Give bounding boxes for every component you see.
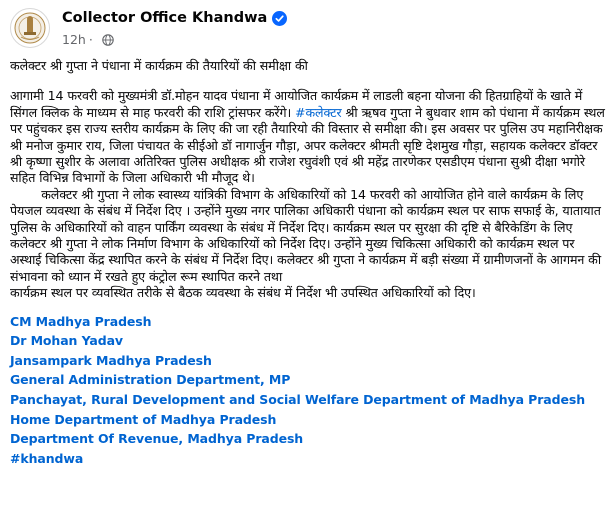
page-name-row xyxy=(62,10,287,26)
tag-link-cm-madhya-pradesh[interactable]: CM Madhya Pradesh xyxy=(10,313,152,329)
page-avatar[interactable] xyxy=(10,8,50,48)
tag-list xyxy=(10,312,606,469)
post-meta xyxy=(62,32,114,47)
tag-link-panchayat-department[interactable]: Panchayat, Rural Development and Social Welfare Department of Madhya Pradesh xyxy=(10,392,585,408)
government-emblem-icon xyxy=(11,9,49,47)
tag-link-home-department[interactable]: Home Department of Madhya Pradesh xyxy=(10,411,277,427)
hashtag-khandwa[interactable]: #khandwa xyxy=(10,450,84,466)
tag-link-revenue-department[interactable]: Department Of Revenue, Madhya Pradesh xyxy=(10,431,304,447)
post-timestamp[interactable]: 12h xyxy=(62,32,86,47)
post-paragraph-2: कलेक्टर श्री गुप्ता ने लोक स्वास्थ्य यांत्रिकी विभाग के अधिकारियों को 14 फरवरी को आयोजित होने वाले कार्यक्रम के लिए पेयजल व्यवस्था के संबंध में निर्देश दिए । उन्होंने मुख्य नगर पालिका अधिकारी पंधाना को कार्यक्रम स्थल पर साफ सफाई के, यातायात पुलिस के अधिकारियों को वाहन पार्किंग व्यवस्था के संबंध में निर्देश दिए। कार्यक्रम स्थल पर सुरक्षा की दृष्टि से बैरिकेडिंग के लिए कलेक्टर श्री गुप्ता ने लोक निर्माण विभाग के अधिकारियों को निर्देश दिए। उन्होंने मुख्य चिकित्सा अधिकारी को कार्यक्रम स्थल पर अस्थाई चिकित्सा केंद्र स्थापित करने के संबंध में निर्देश दिए। कलेक्टर श्री गुप्ता ने कार्यक्रम में बड़ी संख्या में ग्रामीणजनों के आगमन की संभावना को ध्यान में रखते हुए कंट्रोल रूम स्थापित करने तथा xyxy=(10,186,605,284)
globe-icon xyxy=(102,34,114,46)
paragraph-1-start: आगामी 14 फरवरी को मुख्यमंत्री डॉ.मोहन यादव पंधाना में आयोजित कार्यक्रम में लाडली बहना योजना की हितग्राहियों के खाते में सिंगल क्लिक के माध्यम से माह फरवरी की राशि ट्रांसफर करेंगे। xyxy=(10,88,583,120)
tag-link-jansampark[interactable]: Jansampark Madhya Pradesh xyxy=(10,352,212,368)
meta-separator: · xyxy=(88,32,93,47)
hashtag-collector[interactable]: #कलेक्टर xyxy=(295,104,342,120)
verified-badge-icon xyxy=(272,11,287,26)
post-title: कलेक्टर श्री गुप्ता ने पंधाना में कार्यक्रम की तैयारियों की समीक्षा की xyxy=(10,58,308,73)
paragraph-1-end: श्री ऋषव गुप्ता ने बुधवार शाम को पंधाना में कार्यक्रम स्थल पर पहुंचकर इस राज्य स्तरीय कार्यक्रम के लिए की जा रही तैयारियो की विस्तार से समीक्षा की। इस अवसर पर पुलिस उप महानिरीक्षक श्री मनोज कुमार राय, जिला पंचायत के सीईओ डॉ नागार्जुन गौड़ा, अपर कलेक्टर श्रीमती सृष्टि देशमुख गौड़ा, सहायक कलेक्टर डॉक्टर श्री कृष्णा सुशीर के अलावा अतिरिक्त पुलिस अधीक्षक श्री राजेश रघुवंशी एवं श्री महेंद्र तारणेकर एसडीएम पंधाना सुश्री दीक्षा भगोरे सहित विभिन्न विभागों के जिला अधिकारी भी मौजूद थे। xyxy=(10,104,605,186)
tag-link-dr-mohan-yadav[interactable]: Dr Mohan Yadav xyxy=(10,333,123,349)
post-paragraph-3: कार्यक्रम स्थल पर व्यवस्थित तरीके से बैठक व्यवस्था के संबंध में निर्देश भी उपस्थित अधिकारियों को दिए। xyxy=(10,285,476,301)
post-header xyxy=(10,8,600,54)
post-paragraph-1 xyxy=(10,88,606,186)
page-name[interactable]: Collector Office Khandwa xyxy=(62,10,268,26)
post-body xyxy=(10,58,606,468)
tag-link-gad-mp[interactable]: General Administration Department, MP xyxy=(10,372,291,388)
spacer xyxy=(10,74,606,88)
